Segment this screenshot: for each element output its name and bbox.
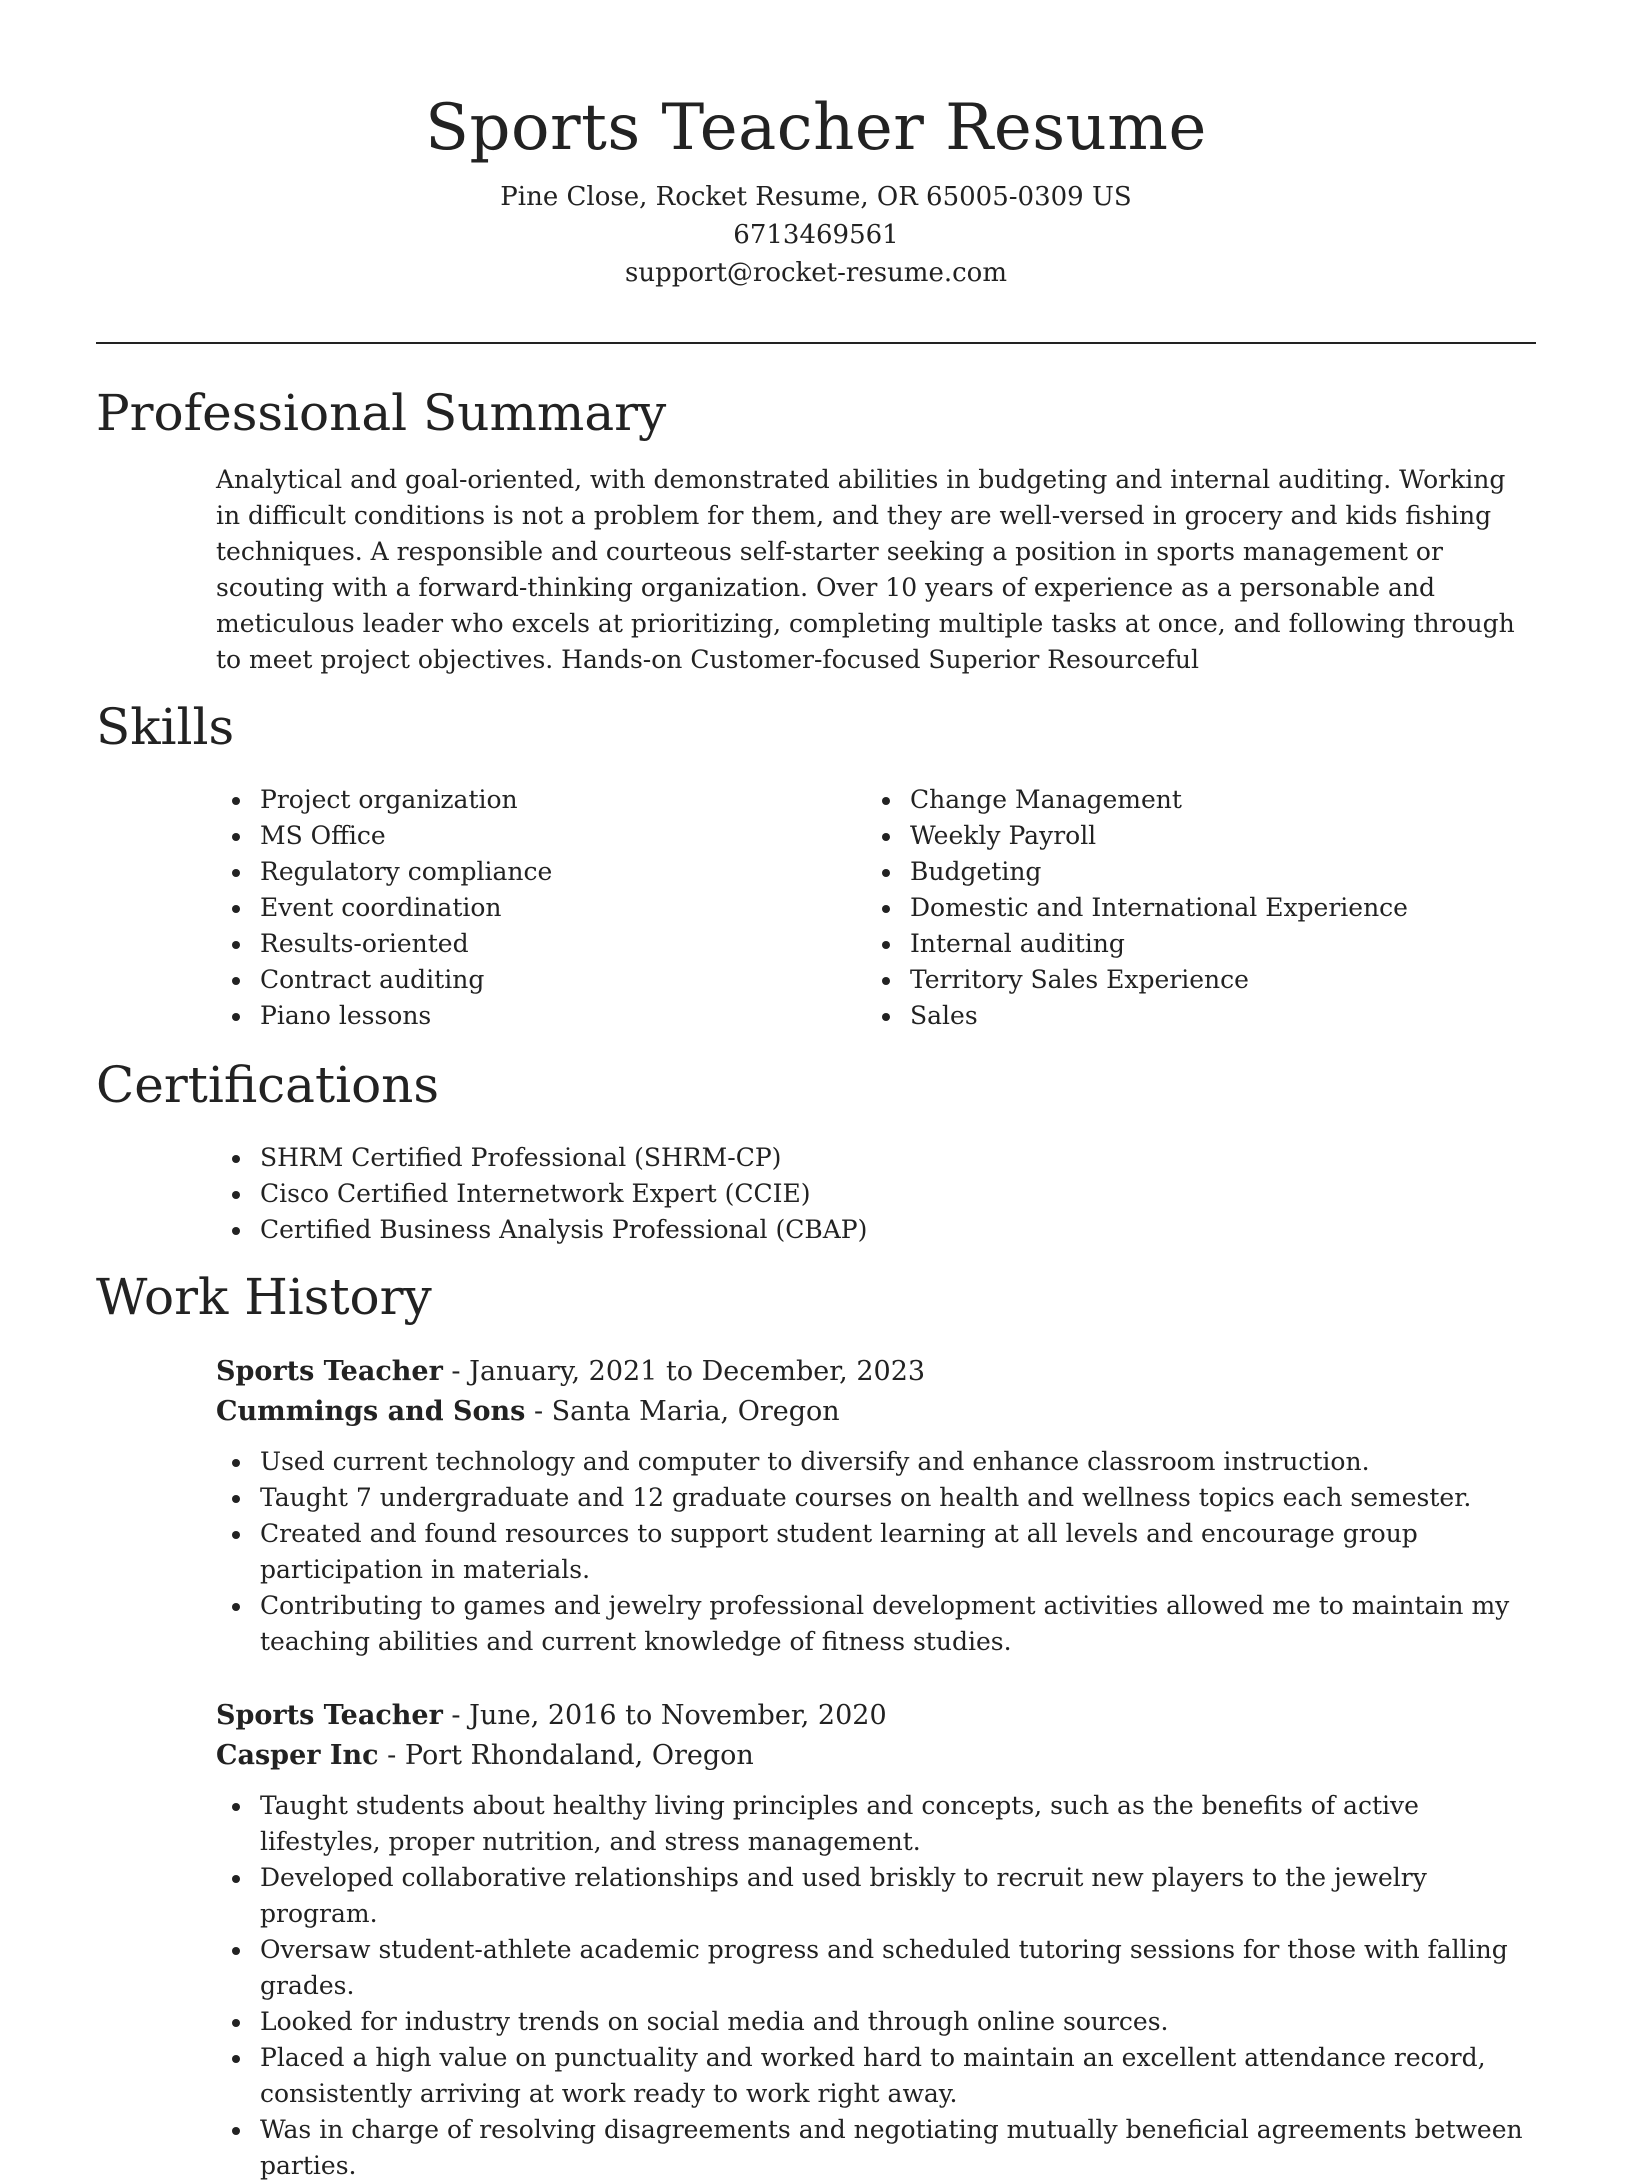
contact-email: support@rocket-resume.com — [624, 258, 1007, 288]
job-role: Sports Teacher — [216, 1700, 443, 1731]
certification-item: SHRM Certified Professional (SHRM-CP) — [216, 1140, 1516, 1176]
skill-item: Domestic and International Experience — [866, 890, 1526, 926]
skill-item: Sales — [866, 998, 1526, 1034]
certification-item: Cisco Certified Internetwork Expert (CCIE) — [216, 1176, 1516, 1212]
skill-item: Change Management — [866, 782, 1526, 818]
skill-item: Budgeting — [866, 854, 1526, 890]
skill-item: Event coordination — [216, 890, 856, 926]
job-duty-item: Oversaw student-athlete academic progress and scheduled tutoring sessions for those with falling grades. — [216, 1932, 1536, 2004]
job-duty-item: Looked for industry trends on social media and through online sources. — [216, 2004, 1536, 2040]
job-duty-item: Created and found resources to support student learning at all levels and encourage group participation in materials. — [216, 1516, 1536, 1588]
summary-text: Analytical and goal-oriented, with demonstrated abilities in budgeting and internal auditing. Working in difficult conditions is not a problem for them, and they are well-versed in grocery and kids fishing techniques. A responsible and courteous self-starter seeking a position in sports management or scouting with a forward-thinking organization. Over 10 years of experience as a personable and meticulous leader who excels at prioritizing, completing multiple tasks at once, and following through to meet project objectives. Hands-on Customer-focused Superior Resourceful — [216, 465, 1515, 674]
contact-info — [0, 178, 1632, 292]
job-company-line — [216, 1392, 1536, 1432]
job-duty-item: Contributing to games and jewelry professional development activities allowed me to maintain my teaching abilities and current knowledge of fitness studies. — [216, 1588, 1536, 1660]
skill-item: Piano lessons — [216, 998, 856, 1034]
contact-address: Pine Close, Rocket Resume, OR 65005-0309 US — [500, 182, 1132, 212]
certifications-list — [216, 1140, 1516, 1248]
skill-item: Results-oriented — [216, 926, 856, 962]
job-duties-list — [216, 1788, 1536, 2184]
skill-item: MS Office — [216, 818, 856, 854]
skill-item: Internal auditing — [866, 926, 1526, 962]
skills-list-right — [866, 782, 1526, 1034]
job-duty-item: Was in charge of resolving disagreements and negotiating mutually beneficial agreements between parties. — [216, 2112, 1536, 2184]
job-duties-list — [216, 1444, 1536, 1660]
job-entry — [216, 1696, 1536, 2184]
job-company-line — [216, 1736, 1536, 1776]
job-duty-item: Taught students about healthy living principles and concepts, such as the benefits of active lifestyles, proper nutrition, and stress management. — [216, 1788, 1536, 1860]
page-title: Sports Teacher Resume — [425, 91, 1207, 165]
skill-item: Territory Sales Experience — [866, 962, 1526, 998]
job-entry — [216, 1352, 1536, 1660]
skill-item: Contract auditing — [216, 962, 856, 998]
job-duty-item: Placed a high value on punctuality and worked hard to maintain an excellent attendance record, consistently arriving at work ready to work right away. — [216, 2040, 1536, 2112]
job-duty-item: Used current technology and computer to diversify and enhance classroom instruction. — [216, 1444, 1536, 1480]
skill-item: Weekly Payroll — [866, 818, 1526, 854]
job-title-line — [216, 1696, 1536, 1736]
job-company: Casper Inc — [216, 1740, 379, 1771]
contact-phone: 6713469561 — [733, 220, 899, 250]
job-location: - Port Rhondaland, Oregon — [378, 1740, 754, 1771]
job-duty-item: Taught 7 undergraduate and 12 graduate courses on health and wellness topics each semester. — [216, 1480, 1536, 1516]
skill-item: Project organization — [216, 782, 856, 818]
resume-header — [0, 82, 1632, 292]
job-company: Cummings and Sons — [216, 1396, 526, 1427]
job-duty-item: Developed collaborative relationships and used briskly to recruit new players to the jewelry program. — [216, 1860, 1536, 1932]
summary-heading: Professional Summary — [96, 384, 667, 442]
job-role: Sports Teacher — [216, 1356, 443, 1387]
certifications-heading: Certifications — [96, 1056, 440, 1114]
skills-heading: Skills — [96, 698, 235, 756]
skills-list-left — [216, 782, 856, 1034]
skill-item: Regulatory compliance — [216, 854, 856, 890]
work-history-heading: Work History — [96, 1268, 432, 1326]
header-divider — [96, 342, 1536, 344]
job-dates: - June, 2016 to November, 2020 — [442, 1700, 887, 1731]
job-title-line — [216, 1352, 1536, 1392]
job-dates: - January, 2021 to December, 2023 — [442, 1356, 926, 1387]
job-location: - Santa Maria, Oregon — [525, 1396, 840, 1427]
certification-item: Certified Business Analysis Professional (CBAP) — [216, 1212, 1516, 1248]
